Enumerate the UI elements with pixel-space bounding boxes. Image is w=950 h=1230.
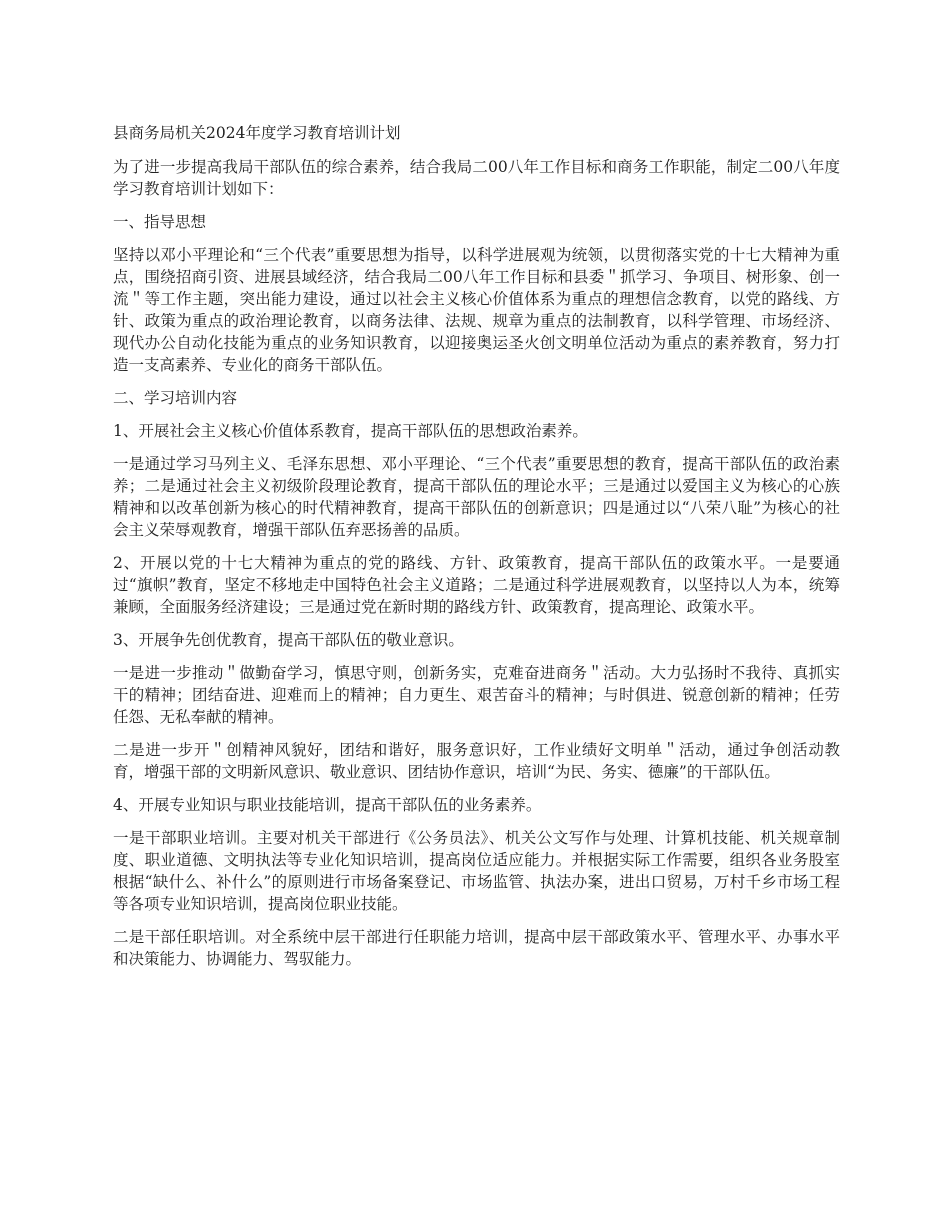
document-title: 县商务局机关2024年度学习教育培训计划	[113, 124, 401, 142]
item2-paragraph: 2、开展以党的十七大精神为重点的党的路线、方针、政策教育，提高干部队伍的政策水平。一是要通过“旗帜”教育，坚定不移地走中国特色社会主义道路；二是通过科学进展观教育，以坚持以人为本，统筹兼顾，全面服务经济建设；三是通过党在新时期的路线方针、政策教育，提高理论、政策水平。	[113, 554, 840, 616]
item1-paragraph: 一是通过学习马列主义、毛泽东思想、邓小平理论、“三个代表”重要思想的教育，提高干部队伍的政治素养；二是通过社会主义初级阶段理论教育，提高干部队伍的理论水平；三是通过以爱国主义为核心的心族精神和以改革创新为核心的时代精神教育，提高干部队伍的创新意识；四是通过以“八荣八耻”为核心的社会主义荣辱观教育，增强干部队伍弃恶扬善的品质。	[113, 455, 840, 539]
intro-paragraph: 为了进一步提高我局干部队伍的综合素养，结合我局二00八年工作目标和商务工作职能，制定二00八年度学习教育培训计划如下：	[113, 158, 840, 198]
item4-paragraph-2: 二是干部任职培训。对全系统中层干部进行任职能力培训，提高中层干部政策水平、管理水平、办事水平和决策能力、协调能力、驾驭能力。	[113, 928, 840, 968]
item3-heading: 3、开展争先创优教育，提高干部队伍的敬业意识。	[113, 631, 464, 649]
item4-paragraph-1: 一是干部职业培训。主要对机关干部进行《公务员法》、机关公文写作与处理、计算机技能、机关规章制度、职业道德、文明执法等专业化知识培训，提高岗位适应能力。并根据实际工作需要，组织各业务股室根据“缺什么、补什么”的原则进行市场备案登记、市场监管、执法办案，进出口贸易，万村千乡市场工程等各项专业知识培训，提高岗位职业技能。	[113, 829, 840, 913]
item3-paragraph-1: 一是进一步推动＂做勤奋学习，慎思守则，创新务实，克难奋进商务＂活动。大力弘扬时不我待、真抓实干的精神；团结奋进、迎难而上的精神；自力更生、艰苦奋斗的精神；与时俱进、锐意创新的精神；任劳任怨、无私奉献的精神。	[113, 664, 840, 726]
document-page	[113, 122, 840, 981]
item3-paragraph-2: 二是进一步开＂创精神风貌好，团结和谐好，服务意识好，工作业绩好文明单＂活动，通过争创活动教育，增强干部的文明新风意识、敬业意识、团结协作意识，培训“为民、务实、德廉”的干部队伍。	[113, 741, 840, 781]
item1-heading: 1、开展社会主义核心价值体系教育，提高干部队伍的思想政治素养。	[113, 422, 588, 440]
section-heading-training-content: 二、学习培训内容	[113, 389, 238, 407]
section-heading-guiding-ideology: 一、指导思想	[113, 213, 207, 231]
guiding-ideology-paragraph: 坚持以邓小平理论和“三个代表”重要思想为指导，以科学进展观为统领，以贯彻落实党的十七大精神为重点，围绕招商引资、进展县域经济，结合我局二00八年工作目标和县委＂抓学习、争项目、树形象、创一流＂等工作主题，突出能力建设，通过以社会主义核心价值体系为重点的理想信念教育，以党的路线、方针、政策为重点的政治理论教育，以商务法律、法规、规章为重点的法制教育，以科学管理、市场经济、现代办公自动化技能为重点的业务知识教育，以迎接奥运圣火创文明单位活动为重点的素养教育，努力打造一支高素养、专业化的商务干部队伍。	[113, 246, 840, 374]
item4-heading: 4、开展专业知识与职业技能培训，提高干部队伍的业务素养。	[113, 796, 542, 814]
